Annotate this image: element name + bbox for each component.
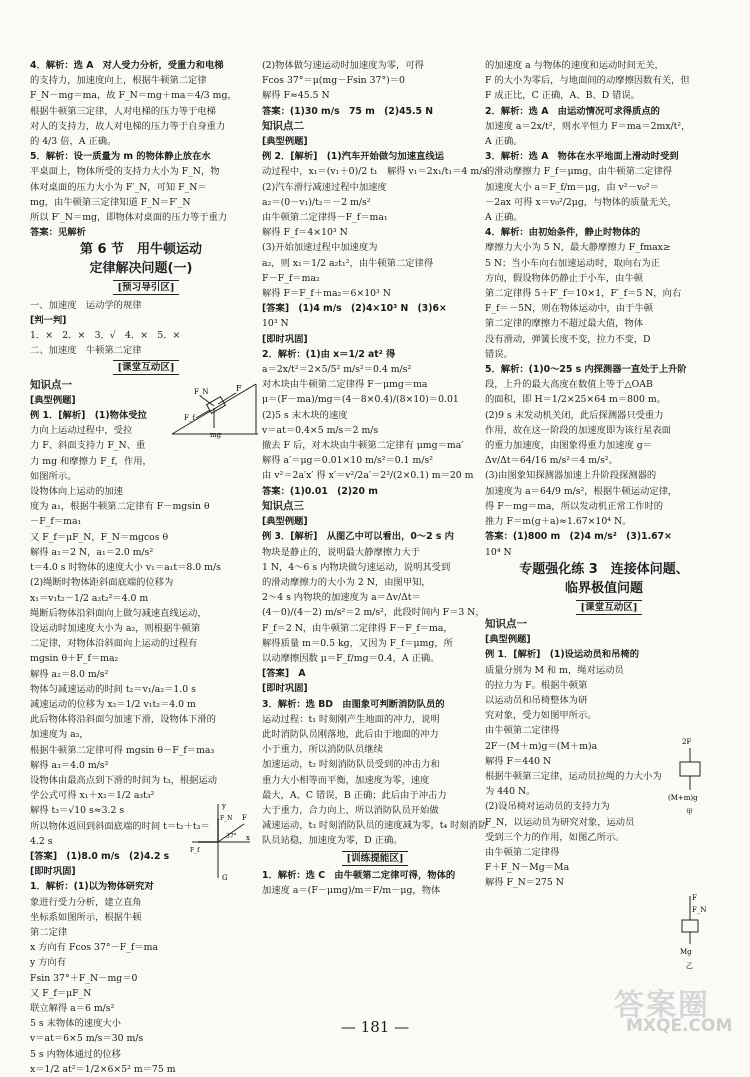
text-line: 解得 F_f＝4×10³ N bbox=[262, 227, 348, 239]
text-line: (2)绳断时物体距斜面底端的位移为 bbox=[30, 577, 174, 589]
text-line: 解得 a₁＝2 N，a₁＝2.0 m/s² bbox=[30, 546, 154, 558]
text-line: 第二定律的摩擦力不超过最大值，物体 bbox=[485, 318, 644, 330]
watermark-line1: 答案圈 bbox=[614, 988, 710, 1023]
text-line: 减速运动的位移为 x₂＝1/2 v₁t₂＝4.0 m bbox=[30, 698, 196, 710]
text-line: 此时消防队员刚落地，此后由于地面的冲力 bbox=[262, 728, 439, 740]
text-line: [典型例题] bbox=[30, 394, 76, 406]
text-line: 的面积，即 H＝1/2×25×64 m＝800 m。 bbox=[485, 394, 666, 406]
text-line: －F_f＝ma₁ bbox=[30, 516, 82, 528]
text-line: (2)5 s 末木块的速度 bbox=[262, 409, 348, 421]
text-line: 由牛顿第二定律得－F_f＝ma₁ bbox=[262, 212, 388, 224]
text-line: 减速运动，t₃ 时刻消防队员的速度减为零，t₄ 时刻消防 bbox=[262, 820, 488, 832]
text-line: 二、加速度 牛顿第二定律 bbox=[30, 345, 142, 357]
text-line: [判一判] bbox=[30, 314, 67, 326]
force-label-F2: F bbox=[242, 814, 247, 822]
yi-F-label: F bbox=[692, 894, 697, 902]
text-line: μ＝(F－ma)/mg＝(4－8×0.4)/(8×10)＝0.01 bbox=[262, 394, 459, 406]
text-line: mg，由牛顿第三定律知道 F_N＝F′_N bbox=[30, 196, 191, 208]
text-line: 摩擦力大小为 5 N，最大静摩擦力 F_fmax≥ bbox=[485, 242, 671, 254]
text-line: [答案] (1)4 m/s (2)4×10³ N (3)6× bbox=[262, 303, 447, 315]
text-line: F－F_f＝ma₂ bbox=[262, 272, 320, 284]
text-line: 最大，A、C 错误，B 正确；此后由于冲击力 bbox=[262, 789, 447, 801]
text-line: 的 4/3 倍，A 正确。 bbox=[30, 136, 117, 148]
chapter-title: 定律解决问题(一) bbox=[89, 261, 193, 277]
text-line: 又 F_f＝μF_N，F_N＝mgcos θ bbox=[30, 531, 169, 543]
text-line: 段，上升的最大高度在数值上等于△OAB bbox=[485, 379, 653, 391]
text-line: 10³ N bbox=[262, 318, 289, 330]
yi-FN-label: F_N bbox=[692, 906, 707, 914]
subsection-banner bbox=[262, 851, 478, 866]
text-line: [典型例题] bbox=[485, 634, 531, 646]
text-line: A 正确。 bbox=[485, 212, 523, 224]
text-line: x＝1/2 at²＝1/2×6×5² m＝75 m bbox=[30, 1063, 176, 1075]
text-line: F＋F_N－Mg＝Ma bbox=[485, 862, 570, 874]
chapter-title: 临界极值问题 bbox=[564, 580, 643, 596]
text-line: 5 N；当小车向右加速运动时，取向右为正 bbox=[485, 257, 661, 269]
force-label-FN: F_N bbox=[194, 388, 209, 396]
text-line: －2ax 可得 x＝v₀²/2μg，与物体的质量无关， bbox=[485, 196, 677, 208]
text-line: 联立解得 a＝6 m/s² bbox=[30, 1002, 115, 1014]
text-line: 以动摩擦因数 μ＝F_f/mg＝0.4，A 正确。 bbox=[262, 652, 440, 664]
text-line: Fcos 37°＝μ(mg－Fsin 37°)＝0 bbox=[262, 75, 405, 87]
text-line: 所以物体返回到斜面底端的时间 t＝t₂＋t₃＝ bbox=[30, 820, 210, 832]
text-line: x 方向有 Fcos 37°－F_f＝ma bbox=[30, 942, 158, 954]
text-line: (2)设吊椅对运动员的支持力为 bbox=[485, 801, 610, 813]
text-line: A 正确。 bbox=[485, 136, 523, 148]
text-line: 方向，假设物体仍静止于小车，由牛顿 bbox=[485, 272, 644, 284]
text-line: 物体匀减速运动的时间 t₂＝v₁/a₂＝1.0 s bbox=[30, 683, 196, 695]
text-line: 加速度大小 a＝F_f/m＝μg，由 v²－v₀²＝ bbox=[485, 181, 659, 193]
force-label-F: F bbox=[236, 384, 242, 393]
watermark-logo bbox=[606, 978, 746, 1042]
text-line: 5．解析：(1)0～25 s 内探测器一直处于上升阶 bbox=[485, 364, 687, 376]
jia-caption: 甲 bbox=[686, 808, 693, 816]
force-label-G: G bbox=[222, 874, 228, 882]
text-line: 答案：(1)0.01 (2)20 m bbox=[262, 485, 378, 497]
subsection-banner bbox=[485, 600, 723, 615]
text-line: 体对桌面的压力大小为 F′_N，可知 F_N＝ bbox=[30, 181, 207, 193]
text-line: 质量分别为 M 和 m，绳对运动员 bbox=[485, 664, 624, 676]
text-line: [答案] A bbox=[262, 668, 306, 680]
text-line: 解得 F≈45.5 N bbox=[262, 90, 330, 102]
text-line: 1．解析：选 C 由牛顿第二定律可得，物体的 bbox=[262, 869, 456, 881]
text-line: 1 N，4～6 s 内物块做匀速运动，说明其受到 bbox=[262, 561, 451, 573]
text-line: 平桌面上，物体所受的支持力大小为 F_N，物 bbox=[30, 166, 220, 178]
text-line: F_N－mg＝ma，故 F_N＝mg＋ma＝4/3 mg， bbox=[30, 90, 237, 102]
text-line: [典型例题] bbox=[262, 136, 308, 148]
text-line: (2)物体做匀速运动时加速度为零，可得 bbox=[262, 60, 424, 71]
text-line: 小于重力，所以消防队员继续 bbox=[262, 744, 383, 756]
text-line: 坐标系如图所示，根据牛顿 bbox=[30, 911, 142, 923]
text-line: 如图所示。 bbox=[30, 470, 77, 482]
text-line: 2．解析：选 A 由运动情况可求得质点的 bbox=[485, 105, 660, 117]
subsection-banner bbox=[30, 280, 252, 295]
text-line: 设运动时加速度大小为 a₂，则根据牛顿第 bbox=[30, 622, 201, 634]
text-line: 1．解析：(1)以为物体研究对 bbox=[30, 881, 154, 893]
chapter-title: 第 6 节 用牛顿运动 bbox=[79, 242, 203, 258]
text-line: 推力 F＝m(g＋a)≈1.67×10⁴ N。 bbox=[485, 516, 632, 528]
text-line: a₂，则 x₁＝1/2 a₂t₁²，由牛顿第二定律得 bbox=[262, 257, 434, 269]
text-line: 4．解析：由初始条件，静止时物体的 bbox=[485, 227, 641, 239]
text-line: 力向上运动过程中，受拉 bbox=[30, 425, 133, 437]
text-line: Fsin 37°＋F_N－mg＝0 bbox=[30, 972, 138, 984]
text-line: 4.2 s bbox=[30, 835, 53, 847]
text-line: 根据牛顿第三定律，运动员拉绳的力大小为 bbox=[485, 770, 662, 782]
watermark-line2: MXQE.COM bbox=[626, 1016, 733, 1036]
text-line: 5 s 末物体的速度大小 bbox=[30, 1018, 121, 1030]
force-label-mg: mg bbox=[210, 431, 222, 439]
page-number: — 181 — bbox=[340, 1018, 410, 1036]
axis-x-label: x bbox=[246, 834, 250, 842]
text-line: 加速度为 a₃， bbox=[30, 729, 89, 741]
banner-label: [课堂互动区] bbox=[576, 600, 641, 615]
text-line: (3)由图象知探测器加速上升阶段探测器的 bbox=[485, 470, 657, 482]
text-line: 没有滑动，弹簧长度不变，拉力不变，D bbox=[485, 333, 651, 345]
text-line: x₁＝v₁t₂－1/2 a₂t₂²＝4.0 m bbox=[30, 592, 149, 604]
text-line: 运动过程：t₁ 时刻刚产生地面的冲力，说明 bbox=[262, 713, 440, 725]
text-line: 解得质量 m＝0.5 kg，又因为 F_f＝μmg，所 bbox=[262, 637, 453, 649]
figure-jia bbox=[662, 734, 722, 818]
force-label-Ff: F_f bbox=[184, 414, 195, 422]
text-line: 由 v²＝2a′x′ 得 x′＝v²/2a′＝2²/(2×0.1) m＝20 m bbox=[262, 470, 474, 482]
text-line: 一、加速度 运动学的规律 bbox=[30, 299, 142, 311]
text-line: 答案：(1)800 m (2)4 m/s² (3)1.67× bbox=[485, 531, 672, 543]
text-line: [即时巩固] bbox=[30, 866, 76, 878]
text-line: F 的大小为零后，与地面间的动摩擦因数有关，但 bbox=[485, 75, 690, 87]
text-line: 1．× 2．× 3．√ 4．× 5．× bbox=[30, 330, 181, 342]
text-line: 的重力加速度，由图象得重力加速度 g＝ bbox=[485, 440, 652, 452]
text-line: 解得 F＝F_f＋ma₂＝6×10³ N bbox=[262, 288, 391, 300]
text-line: 例 2．[解析] (1)汽车开始做匀加速直线运 bbox=[262, 151, 444, 163]
text-line: 的加速度 a 与物体的速度和运动时间无关， bbox=[485, 60, 664, 71]
text-line: 由牛顿第二定律得 bbox=[485, 846, 560, 858]
axes-force-diagram bbox=[188, 798, 254, 884]
figure-yi bbox=[664, 890, 718, 974]
text-line: 3．解析：选 BD 由图象可判断消防队员的 bbox=[262, 698, 445, 710]
section-heading: 知识点一 bbox=[30, 378, 72, 391]
text-line: 2～4 s 内物块的加速度为 a＝Δv/Δt＝ bbox=[262, 592, 421, 604]
text-line: 第二定律 bbox=[30, 926, 68, 938]
text-line: 所以 F′_N＝mg，即物体对桌面的压力等于重力 bbox=[30, 212, 228, 224]
text-line: v＝at＝0.4×5 m/s＝2 m/s bbox=[262, 424, 379, 436]
text-line: 加速运动，t₂ 时刻消防队员受到的冲击力和 bbox=[262, 759, 440, 771]
text-line: (2)汽车滑行减速过程中加速度 bbox=[262, 181, 387, 193]
section-heading: 知识点三 bbox=[262, 499, 304, 512]
column-left bbox=[30, 58, 252, 1077]
text-line: [即时巩固] bbox=[262, 683, 308, 695]
banner-label: [训练提能区] bbox=[342, 851, 407, 866]
text-line: 3．解析：选 A 物体在水平地面上滑动时受到 bbox=[485, 151, 679, 163]
angle-label: 37° bbox=[226, 833, 237, 840]
text-line: 重力大小相等而平衡，加速度为零，速度 bbox=[262, 774, 430, 786]
axis-y-label: y bbox=[222, 802, 226, 810]
text-line: 根据牛顿第三定律，人对电梯的压力等于电梯 bbox=[30, 105, 216, 117]
text-line: 10⁴ N bbox=[485, 546, 512, 558]
text-line: 解得 a′＝μg＝0.01×10 m/s²＝0.1 m/s² bbox=[262, 455, 433, 467]
text-line: 又 F_f＝μF_N bbox=[30, 987, 92, 999]
jia-top-label: 2F bbox=[682, 738, 692, 746]
text-line: 大于重力，合力向上，所以消防队员开始做 bbox=[262, 804, 439, 816]
column-middle bbox=[262, 58, 488, 898]
text-line: Δv/Δt＝64/16 m/s²＝4 m/s²。 bbox=[485, 455, 618, 467]
text-line: F_f＝2 N，由牛顿第二定律得 F－F_f＝ma， bbox=[262, 622, 453, 634]
text-line: 答案：(1)30 m/s 75 m (2)45.5 N bbox=[262, 105, 434, 117]
banner-label: [预习导引区] bbox=[113, 280, 178, 295]
text-line: 绳断后物体沿斜面向上做匀减速直线运动， bbox=[30, 607, 207, 619]
text-line: mgsin θ＋F_f＝ma₂ bbox=[30, 653, 119, 665]
text-line: 为 440 N。 bbox=[485, 786, 536, 798]
text-line: 解得 a₂＝8.0 m/s² bbox=[30, 668, 109, 680]
text-line: F_f＝－5N，则在物体运动中，由于牛顿 bbox=[485, 303, 654, 315]
text-line: 2F－(M＋m)g＝(M＋m)a bbox=[485, 740, 598, 752]
text-line: 的滑动摩擦力 F_f＝μmg，由牛顿第二定律得 bbox=[485, 166, 673, 178]
force-label-Ff2: F_f bbox=[190, 847, 200, 854]
text-line: 加速度为 a＝64/9 m/s²，根据牛顿运动定律， bbox=[485, 485, 678, 497]
chapter-title: 专题强化练 3 连接体问题、 bbox=[519, 561, 689, 577]
text-line: (3)开始加速过程中加速度为 bbox=[262, 242, 378, 254]
section-heading: 知识点二 bbox=[262, 119, 304, 132]
text-line: 撤去 F 后，对木块由牛顿第二定律有 μmg＝ma′ bbox=[262, 440, 464, 452]
text-line: 度为 a₁，根据牛顿第二定律有 F－mgsin θ bbox=[30, 501, 210, 513]
text-line: 动过程中，x₁＝(v₁＋0)/2 t₁ 解得 v₁＝2x₁/t₁＝4 m/s bbox=[262, 166, 488, 178]
text-line: 受到三个力的作用，如图乙所示。 bbox=[485, 831, 625, 843]
text-line: 错误。 bbox=[485, 348, 513, 360]
text-line: 4．解析：选 A 对人受力分析，受重力和电梯 bbox=[30, 60, 224, 71]
text-line: 得 F－mg＝ma，所以发动机正常工作时的 bbox=[485, 500, 663, 512]
text-line: 例 3．[解析] 从图乙中可以看出，0～2 s 内 bbox=[262, 531, 454, 543]
text-line: 解得 F＝440 N bbox=[485, 755, 552, 767]
text-line: 由牛顿第二定律得 bbox=[485, 725, 560, 737]
text-line: [典型例题] bbox=[262, 516, 308, 528]
text-line: 5 s 内物体通过的位移 bbox=[30, 1048, 121, 1060]
text-line: 5．解析：设一质量为 m 的物体静止放在水 bbox=[30, 151, 211, 163]
force-label-FN2: F_N bbox=[220, 815, 233, 822]
text-line: F 成正比，C 正确，A、B、D 错误。 bbox=[485, 90, 640, 102]
text-line: 的滑动摩擦力的大小为 2 N，由图甲知， bbox=[262, 576, 431, 588]
text-line: a₂＝(0－v₁)/t₂＝－2 m/s² bbox=[262, 196, 371, 208]
text-line: 对木块由牛顿第二定律得 F－μmg＝ma bbox=[262, 379, 428, 391]
text-line: 队员站稳，加速度为零，D 正确。 bbox=[262, 835, 403, 847]
text-line: 以运动员和吊椅整体为研 bbox=[485, 694, 588, 706]
text-line: 物块是静止的，说明最大静摩擦力大于 bbox=[262, 546, 421, 558]
text-line: (2)9 s 末发动机关闭，此后探测器只受重力 bbox=[485, 409, 664, 421]
text-line: 设物体向上运动的加速 bbox=[30, 486, 123, 498]
text-line: 2．解析：(1)由 x＝1/2 at² 得 bbox=[262, 348, 396, 360]
yi-Mg-label: Mg bbox=[680, 948, 692, 956]
text-line: 力 mg 和摩擦力 F_f，作用， bbox=[30, 455, 152, 467]
text-line: [答案] (1)8.0 m/s (2)4.2 s bbox=[30, 850, 170, 862]
text-line: v＝at＝6×5 m/s＝30 m/s bbox=[30, 1033, 144, 1045]
banner-label: [课堂互动区] bbox=[113, 360, 178, 375]
text-line: 象进行受力分析，建立直角 bbox=[30, 896, 142, 908]
text-line: 作用，故在这一阶段的加速度即为该行星表面 bbox=[485, 424, 671, 436]
text-line: 此后物体将沿斜面匀加速下滑，设物体下滑的 bbox=[30, 714, 216, 726]
text-line: 根据牛顿第二定律可得 mgsin θ－F_f＝ma₃ bbox=[30, 744, 215, 756]
text-line: 解得 a₃＝4.0 m/s² bbox=[30, 759, 109, 771]
text-line: 究对象，受力如图甲所示。 bbox=[485, 710, 597, 722]
text-line: (4－0)/(4－2) m/s²＝2 m/s²，此段时间内 F＝3 N， bbox=[262, 607, 485, 619]
text-line: 例 1．[解析] (1)设运动员和吊椅的 bbox=[485, 649, 640, 661]
text-line: 的支持力，加速度向上，根据牛顿第二定律 bbox=[30, 75, 207, 87]
text-line: 加速度 a＝(F－μmg)/m＝F/m－μg，物体 bbox=[262, 884, 441, 896]
jia-bottom-label: (M+m)g bbox=[668, 794, 698, 802]
text-line: 对人的支持力，故人对电梯的压力等于自身重力 bbox=[30, 120, 226, 132]
text-line: t＝4.0 s 时物体的速度大小 v₁＝a₁t＝8.0 m/s bbox=[30, 562, 221, 574]
text-line: 解得 F_N＝275 N bbox=[485, 877, 564, 889]
text-line: 例 1．[解析] (1)物体受拉 bbox=[30, 410, 147, 422]
text-line: F_N，以运动员为研究对象，运动员 bbox=[485, 816, 635, 828]
text-line: 力 F、斜面支持力 F_N、重 bbox=[30, 440, 146, 452]
text-line: 答案：见解析 bbox=[30, 227, 86, 239]
text-line: 学公式可得 x₁＋x₂＝1/2 a₃t₃² bbox=[30, 790, 155, 802]
text-line: 设物体由最高点到下滑的时间为 t₃，根据运动 bbox=[30, 774, 218, 786]
text-line: 的拉力为 F。根据牛顿第 bbox=[485, 679, 588, 691]
text-line: a＝2x/t²＝2×5/5² m/s²＝0.4 m/s² bbox=[262, 364, 412, 376]
text-line: 二定律，对物体沿斜面向上运动的过程有 bbox=[30, 638, 198, 650]
text-line: [即时巩固] bbox=[262, 333, 308, 345]
section-heading: 知识点一 bbox=[485, 617, 527, 630]
text-line: 解得 t₃＝√10 s≈3.2 s bbox=[30, 805, 125, 817]
yi-caption: 乙 bbox=[686, 962, 693, 970]
text-line: 第二定律得 5＋F′_f＝10×1，F′_f＝5 N，向右 bbox=[485, 288, 682, 300]
text-line: y 方向有 bbox=[30, 957, 67, 969]
incline-force-diagram bbox=[170, 374, 260, 446]
text-line: 加速度 a＝2x/t²，则水平恒力 F＝ma＝2mx/t²， bbox=[485, 120, 691, 132]
